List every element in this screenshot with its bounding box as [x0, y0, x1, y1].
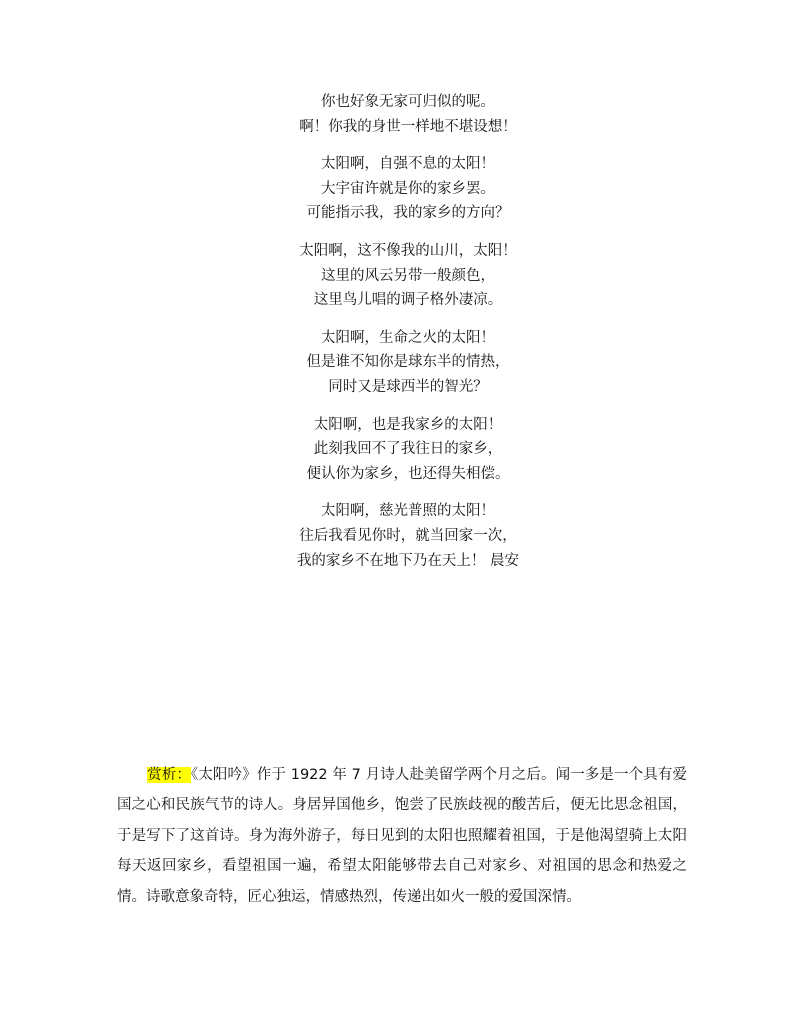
poem-line: 同时又是球西半的智光？: [328, 378, 488, 395]
poem-line: 太阳啊，这不像我的山川，太阳！: [299, 242, 517, 259]
stanza-gap: [0, 313, 794, 326]
poem-line: 你也好象无家可归似的呢。: [321, 94, 495, 110]
analysis-paragraph: [117, 760, 687, 912]
poem-line: 太阳啊，也是我家乡的太阳！: [313, 416, 503, 433]
analysis-label: 赏析：: [147, 767, 191, 783]
poem-line: 这里鸟儿唱的调子格外凄凉。: [313, 292, 503, 309]
poem-line: 便认你为家乡，也还得失相偿。: [306, 465, 510, 482]
stanza-gap: [0, 486, 794, 499]
poem-line: 啊！你我的身世一样地不堪设想！: [299, 118, 517, 135]
analysis-text: 《太阳吟》作于 1922 年 7 月诗人赴美留学两个月之后。闻一多是一个具有爱国之心和民族气节的诗人。身居异国他乡，饱尝了民族歧视的酸苦后，便无比思念祖国，于是写下了这首诗。身为海外游子，每日见到的太阳也照耀着祖国，于是他渴望骑上太阳每天返回家乡，看望祖国一遍，希望太阳能够带去自己对家乡、对祖国的思念和热爱之情。诗歌意象奇特，匠心独运，情感热烈，传递出如火一般的爱国深情。: [117, 767, 687, 905]
poem: [0, 90, 794, 573]
stanza-gap: [0, 139, 794, 152]
stanza-gap: [0, 400, 794, 413]
poem-line: 太阳啊，慈光普照的太阳！: [321, 503, 495, 520]
poem-line: 可能指示我，我的家乡的方向？: [306, 205, 510, 222]
poem-line: 太阳啊，自强不息的太阳！: [321, 156, 495, 173]
poem-line: 此刻我回不了我往日的家乡，: [313, 441, 503, 458]
poem-line: 这里的风云另带一般颜色，: [321, 267, 495, 284]
poem-line: 但是谁不知你是球东半的情热，: [306, 354, 510, 371]
poem-line: 往后我看见你时，就当回家一次，: [299, 527, 517, 544]
poem-line: 我的家乡不在地下乃在天上！ 晨安: [296, 552, 520, 569]
poem-line: 大宇宙许就是你的家乡罢。: [321, 180, 495, 197]
poem-line: 太阳啊，生命之火的太阳！: [321, 329, 495, 346]
stanza-gap: [0, 226, 794, 239]
